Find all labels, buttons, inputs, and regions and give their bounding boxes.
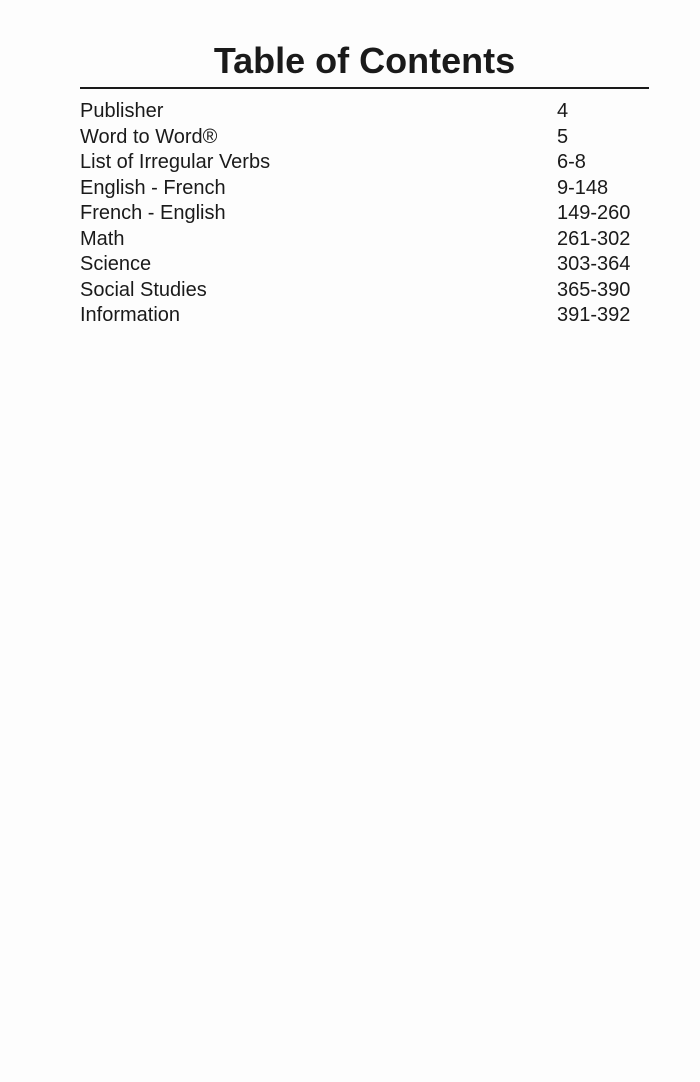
toc-entry-pages: 149-260 — [557, 202, 631, 224]
toc-entry-pages: 9-148 — [557, 176, 609, 199]
toc-entry-french-english — [80, 201, 649, 227]
toc-entry-pages: 6-8 — [557, 151, 586, 173]
toc-entry-label: List of Irregular Verbs — [80, 151, 271, 173]
toc-entry-label: Math — [80, 227, 125, 250]
toc-entry-publisher — [80, 99, 649, 125]
toc-entry-pages: 261-302 — [557, 227, 631, 250]
toc-entry-pages: 303-364 — [557, 253, 631, 275]
toc-entry-label: English - French — [80, 176, 226, 199]
toc-entry-information — [80, 303, 649, 329]
toc-entry-science — [80, 252, 649, 278]
toc-entry-pages: 391-392 — [557, 304, 631, 326]
toc-entry-label: Information — [80, 304, 181, 326]
toc-entry-social-studies — [80, 278, 649, 304]
toc-entry-label: Science — [80, 253, 152, 275]
title-divider — [80, 87, 649, 89]
toc-entry-label: French - English — [80, 202, 226, 224]
page-title: Table of Contents — [213, 40, 516, 81]
toc-entry-label: Social Studies — [80, 278, 207, 301]
table-of-contents — [80, 99, 649, 329]
toc-entry-irregular-verbs — [80, 150, 649, 176]
toc-entry-pages: 5 — [557, 125, 569, 148]
toc-entry-math — [80, 227, 649, 253]
toc-entry-label: Publisher — [80, 100, 164, 122]
toc-entry-pages: 365-390 — [557, 278, 631, 301]
toc-entry-word-to-word — [80, 125, 649, 151]
toc-entry-label: Word to Word® — [80, 125, 218, 148]
toc-entry-english-french — [80, 176, 649, 202]
toc-entry-pages: 4 — [557, 100, 569, 122]
